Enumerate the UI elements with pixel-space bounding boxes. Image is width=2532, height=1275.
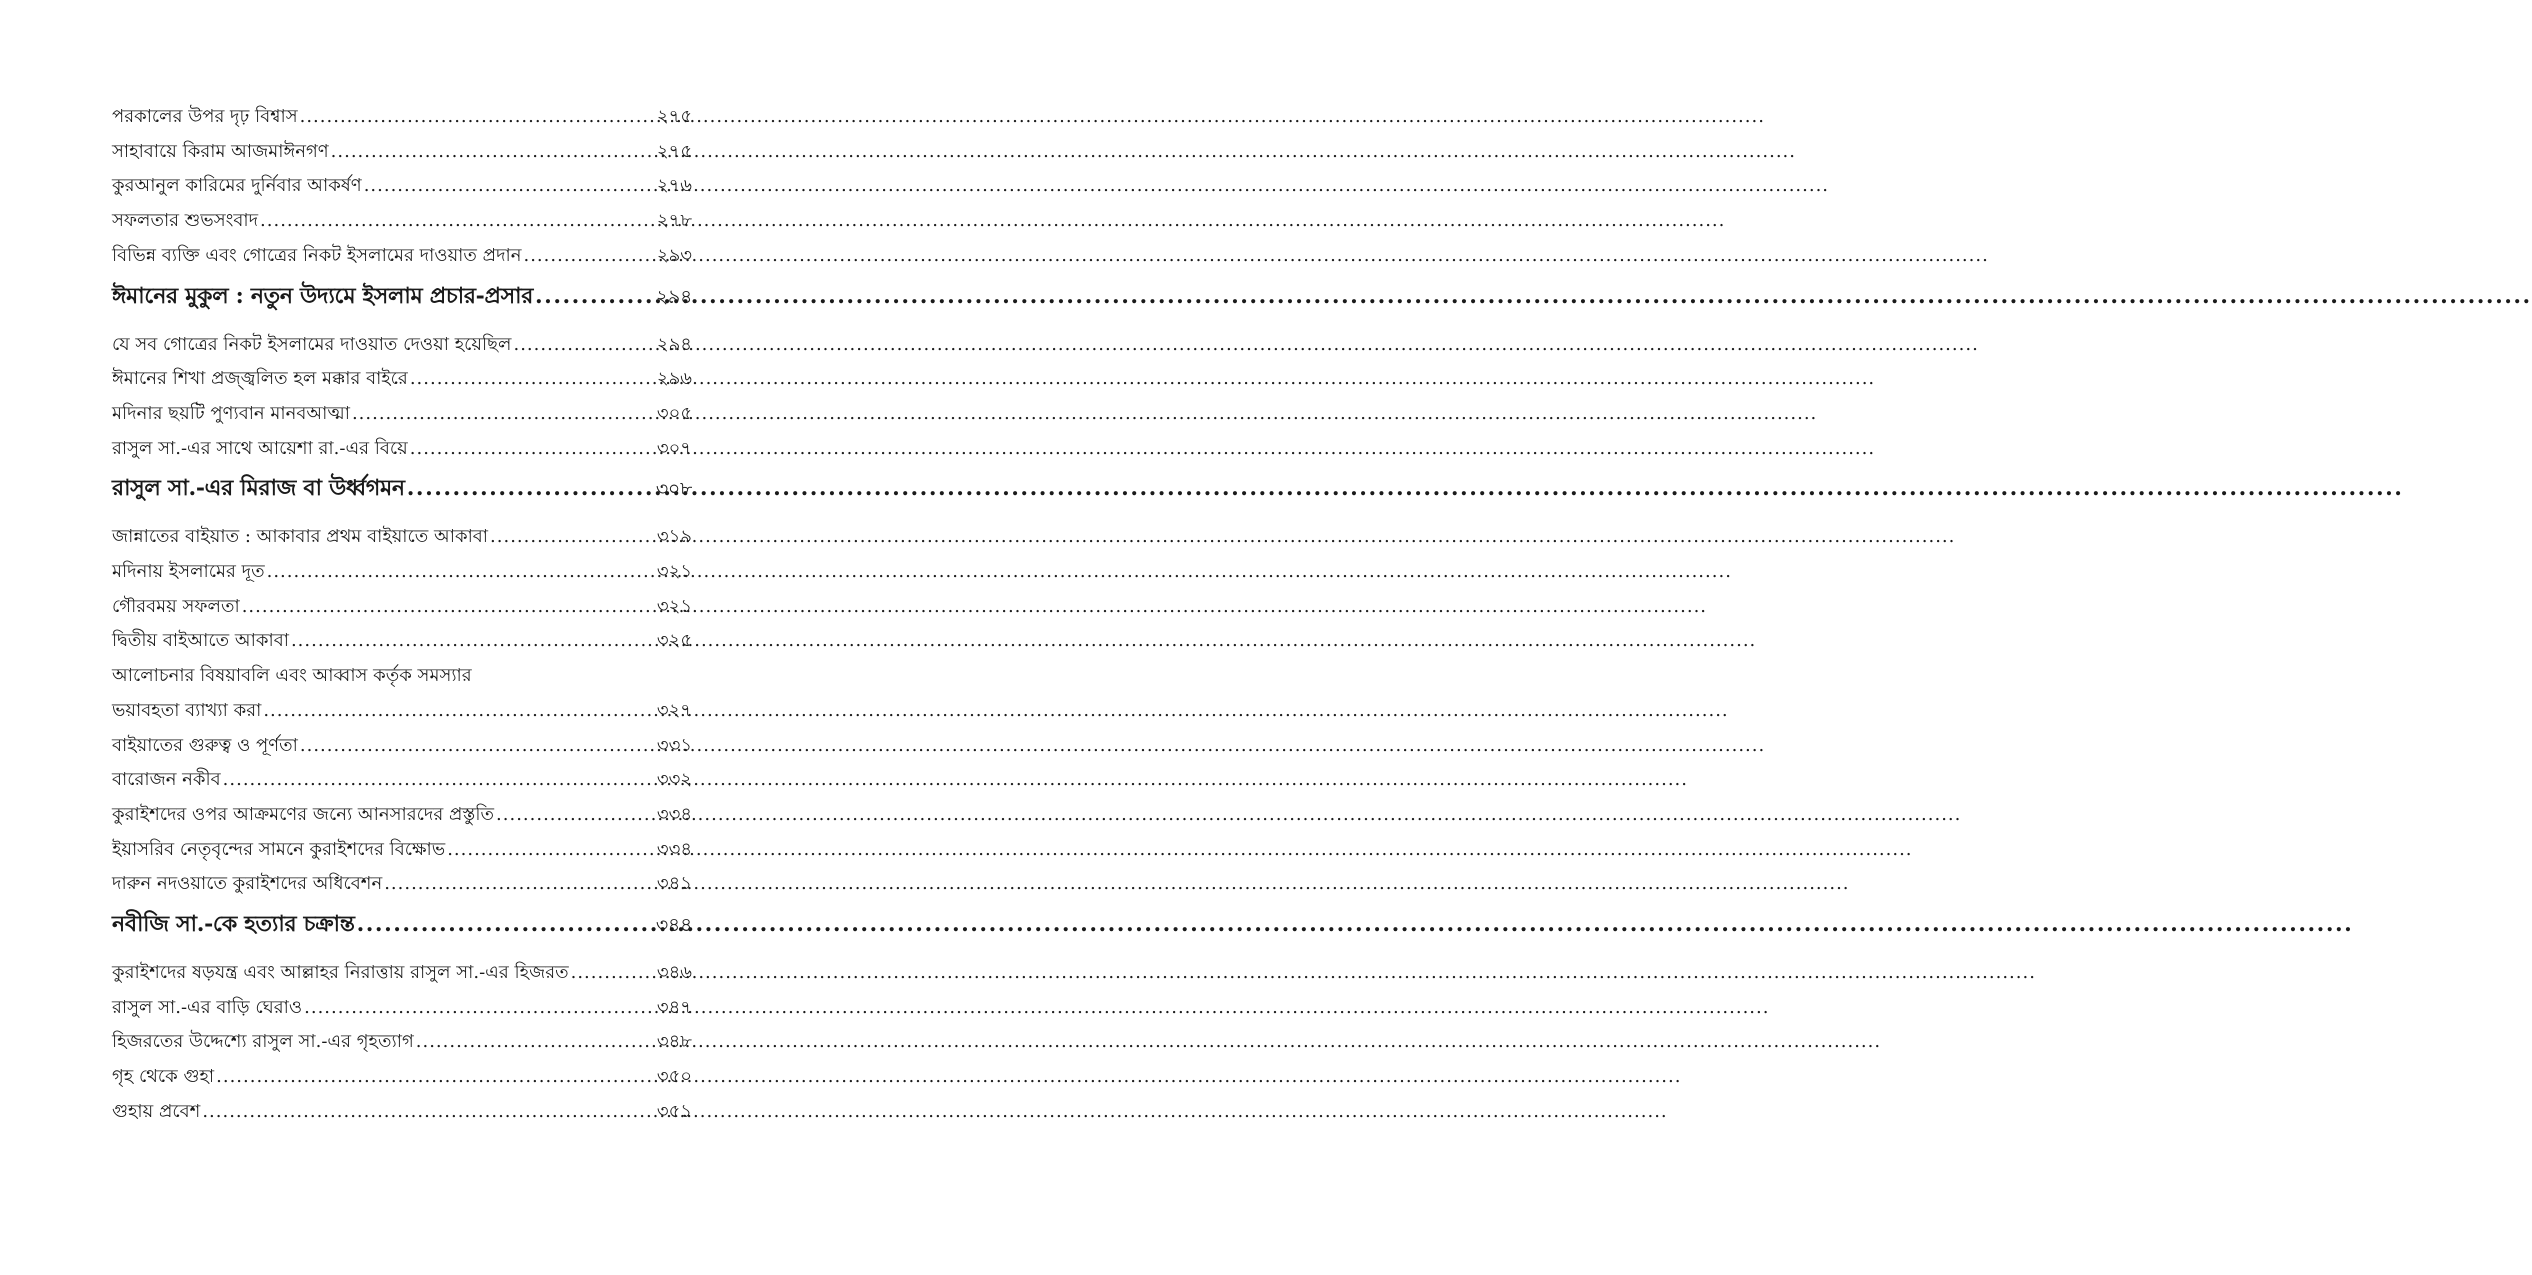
toc-entry-title: আলোচনার বিষয়াবলি এবং আব্বাস কর্তৃক সমস্যার [112,665,472,687]
dot-leader [571,956,655,991]
dot-leader [260,204,655,239]
toc-entry-title: ইয়াসরিব নেতৃবৃন্দের সামনে কুরাইশদের বিক্ষোভ [112,838,446,860]
toc-entry [112,432,692,467]
toc-entry [112,1095,692,1130]
toc-entry-page: ৩১৯ [656,526,692,548]
dot-leader [242,590,655,625]
toc-entry-page: ২৭৫ [656,140,692,162]
dot-leader [407,471,654,505]
toc-entry-page: ৩৪১ [656,873,692,895]
toc-entry-title: মদিনায় ইসলামের দূত [112,561,265,583]
toc-entry-page: ৩৫০ [656,1066,692,1088]
dot-leader [410,362,655,397]
chapter-title: রাসুল সা.-এর মিরাজ বা উর্ধ্বগমন [112,475,405,502]
toc-entry [112,397,692,432]
toc-entry [112,798,692,833]
toc-entry-page: ৩৪৬ [656,962,692,984]
toc-entry-page: ৩২৭ [656,699,692,721]
toc-entry [112,729,692,764]
toc-entry-page: ২৯৩ [656,244,692,266]
toc-entry-title: সাহাবায়ে কিরাম আজমাঈনগণ [112,140,329,162]
toc-entry-title: দ্বিতীয় বাইআতে আকাবা [112,630,289,652]
toc-entry [112,1025,692,1060]
toc-entry-page: ৩০৭ [656,437,692,459]
toc-entry [112,624,692,659]
chapter-page: ৩০৮ [655,478,692,501]
dot-leader [513,328,654,363]
dot-leader [490,520,655,555]
dot-leader [364,169,655,204]
toc-entry-page: ৩৩২ [656,769,692,791]
toc-entry [112,135,692,170]
toc-entry [112,1060,692,1095]
dot-leader [291,624,655,659]
toc-entry-title: বারোজন নকীব [112,769,221,791]
toc-entry-first-line [112,659,692,694]
dot-leader [384,867,655,902]
dot-leader [304,991,655,1026]
toc-entry-page: ৩২১ [656,561,692,583]
toc-entry-title: জান্নাতের বাইয়াত : আকাবার প্রথম বাইয়াতে আকাবা [112,526,489,548]
toc-entry-title: বাইয়াতের গুরুত্ব ও পূর্ণতা [112,734,298,756]
toc-entry-page: ৩২১ [656,595,692,617]
toc-entry [112,833,692,868]
toc-entry-title: গুহায় প্রবেশ [112,1100,201,1122]
toc-entry [112,763,692,798]
toc-entry [112,555,692,590]
toc-entry-page: ৩০৫ [656,402,692,424]
toc-entry [112,590,692,625]
toc-entry-title: রাসুল সা.-এর সাথে আয়েশা রা.-এর বিয়ে [112,437,408,459]
toc-entry-title: পরকালের উপর দৃঢ় বিশ্বাস [112,106,298,127]
toc-entry-page: ২৯৬ [656,368,692,390]
toc-entry-title: গৌরবময় সফলতা [112,595,240,617]
chapter-page: ৩৪৪ [655,914,692,937]
toc-entry-title-continued: ভয়াবহতা ব্যাখ্যা করা [112,699,262,721]
toc-entry [112,956,692,991]
toc-entry-title: বিভিন্ন ব্যক্তি এবং গোত্রের নিকট ইসলামের দাওয়াত প্রদান [112,244,522,266]
toc-entry-title: রাসুল সা.-এর বাড়ি ঘেরাও [112,996,303,1018]
toc-entry-page: ২৭৮ [656,210,692,232]
toc-entry-title: হিজরতের উদ্দেশ্যে রাসুল সা.-এর গৃহত্যাগ [112,1031,414,1053]
toc-entry-page: ২৯৪ [656,333,692,355]
toc-entry [112,169,692,204]
toc-entry [112,100,692,135]
dot-leader [263,694,655,729]
toc-chapter-heading [112,907,692,942]
toc-entry-page: ২৭৬ [656,175,692,197]
toc-chapter-heading [112,471,692,506]
dot-leader [352,397,655,432]
toc-entry-title: কুরআনুল কারিমের দুর্নিবার আকর্ষণ [112,175,362,197]
toc-entry-page: ৩৩৪ [656,838,692,860]
dot-leader [300,100,655,135]
toc-entry-page: ৩৪৮ [656,1031,692,1053]
toc-entry-title: কুরাইশদের ওপর আক্রমণের জন্যে আনসারদের প্রস্তুতি [112,803,495,825]
toc-entry [112,694,692,729]
toc-entry-page: ৩৩১ [656,734,692,756]
toc-entry-title: সফলতার শুভসংবাদ [112,210,259,232]
toc-entry-title: দারুন নদওয়াতে কুরাইশদের অধিবেশন [112,873,383,895]
dot-leader [410,432,655,467]
toc-entry-title: যে সব গোত্রের নিকট ইসলামের দাওয়াত দেওয়া হয়েছিল [112,333,512,355]
dot-leader [523,239,654,274]
dot-leader [535,279,654,313]
dot-leader [447,833,655,868]
toc-entry-title: মদিনার ছয়টি পুণ্যবান মানবআত্মা [112,402,350,424]
toc-entry [112,362,692,397]
chapter-title: নবীজি সা.-কে হত্যার চক্রান্ত [112,911,355,938]
toc-entry-title: কুরাইশদের ষড়যন্ত্র এবং আল্লাহর নিরাত্তায় রাসুল সা.-এর হিজরত [112,962,569,984]
dot-leader [300,729,655,764]
toc-entry-page: ৩৫১ [656,1100,692,1122]
toc-entry-page: ৩৩৪ [656,803,692,825]
toc-entry-title: ঈমানের শিখা প্রজ্জ্বলিত হল মক্কার বাইরে [112,368,408,390]
dot-leader [223,763,655,798]
toc-chapter-heading [112,279,692,314]
table-of-contents [112,100,692,1130]
toc-entry [112,520,692,555]
toc-entry [112,204,692,239]
toc-entry [112,328,692,363]
dot-leader [331,135,655,170]
chapter-page: ২৯৪ [655,285,692,308]
toc-entry-title: গৃহ থেকে গুহা [112,1066,215,1088]
toc-entry-page: ৩২৫ [656,630,692,652]
dot-leader [357,907,654,941]
toc-entry-page: ৩৪৭ [656,996,692,1018]
chapter-title: ঈমানের মুকুল : নতুন উদ্যমে ইসলাম প্রচার-প্রসার [112,282,534,309]
dot-leader [216,1060,655,1095]
toc-entry-page: ২৭৫ [656,106,692,127]
dot-leader [496,798,655,833]
dot-leader [202,1095,655,1130]
dot-leader [416,1025,655,1060]
toc-entry [112,867,692,902]
dot-leader [267,555,655,590]
toc-entry [112,239,692,274]
toc-entry [112,991,692,1026]
